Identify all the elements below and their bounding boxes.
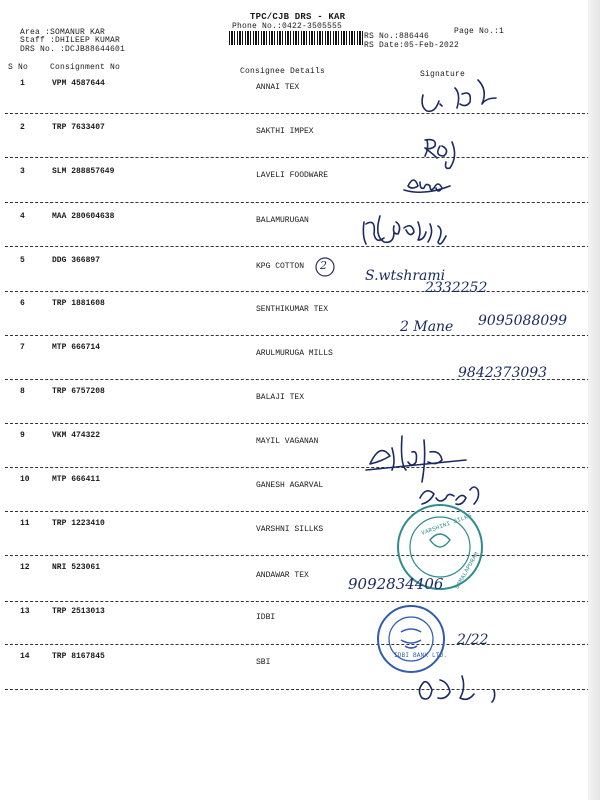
row-consignment: TRP 1881608 [52,299,105,308]
staff-label: Staff :DHILEEP KUMAR [20,36,121,45]
col-sno: S No [8,63,29,72]
row-consignee: IDBI [256,613,276,622]
row-consignee: MAYIL VAGANAN [256,437,319,446]
row-consignment: VPM 4587644 [52,79,105,88]
col-consignment: Consignment No [50,63,121,72]
row-6-handwritten-name: 2 Mane [400,319,454,335]
idbi-stamp-text: IDBI BANK LTD. [394,652,448,659]
row-consignment: TRP 1223410 [52,519,105,528]
area-label: Area :SOMANUR KAR [20,28,106,37]
signature-row-1 [422,80,496,111]
drs-number: DRS No. :DCJB88644601 [20,45,126,54]
row-consignment: MAA 280604638 [52,212,115,221]
row-sno: 10 [20,475,30,484]
row-sno: 5 [20,256,25,265]
row-sno: 9 [20,431,25,440]
row-consignment: DDG 366897 [52,256,101,265]
row-consignment: TRP 6757208 [52,387,105,396]
row-12-handwritten-number: 9092834406 [348,575,444,593]
page-number: Page No.:1 [454,27,505,36]
row-5-handwritten-name: S.wtshrami [365,268,446,284]
row-sno: 11 [20,519,30,528]
row-sno: 13 [20,607,30,616]
col-signature: Signature [420,70,466,79]
row-consignee: ANNAI TEX [256,83,300,92]
row-consignee: SENTHIKUMAR TEX [256,305,329,314]
row-sno: 7 [20,343,25,352]
row-consignee: ARULMURUGA MILLS [256,349,333,358]
row-consignment: TRP 8167845 [52,652,105,661]
row-sno: 3 [20,167,25,176]
col-consignee: Consignee Details [240,67,326,76]
row-6-handwritten-number: 9095088099 [478,313,568,329]
row-sno: 8 [20,387,25,396]
row-consignment: NRI 523061 [52,563,101,572]
signature-row-2 [425,140,455,169]
signature-row-10 [420,487,479,504]
scan-edge [588,0,600,800]
signature-row-3 [404,180,450,192]
row-consignee: LAVELI FOODWARE [256,171,329,180]
drs-title: TPC/CJB DRS - KAR [250,12,346,22]
row-consignment: MTP 666411 [52,475,101,484]
row-consignment: VKM 474322 [52,431,101,440]
row-sno: 1 [20,79,25,88]
idbi-bank-stamp [378,606,444,672]
rs-date: RS Date:05-Feb-2022 [364,41,460,50]
rs-number: RS No.:886446 [364,32,430,41]
row-sno: 6 [20,299,25,308]
row-consignee: GANESH AGARVAL [256,481,324,490]
row-consignment: TRP 2513013 [52,607,105,616]
varshini-stamp-place: SAMALAPURAM [453,550,481,591]
row-consignee: KPG COTTON [256,262,305,271]
row-sno: 4 [20,212,25,221]
row-consignee: ANDAWAR TEX [256,571,309,580]
row-13-handwritten-date: 2/22 [457,632,489,648]
signature-row-4 [363,216,446,244]
row-consignee: SBI [256,658,271,667]
row-5-handwritten-number: 2332252 [425,280,488,296]
row-consignment: SLM 288857649 [52,167,115,176]
signature-row-14 [419,676,494,702]
row-5-circled-number: 2 [320,259,327,272]
row-sno: 12 [20,563,30,572]
row-consignment: MTP 666714 [52,343,101,352]
row-7-handwritten-number: 9842373093 [458,365,548,381]
row-consignee: BALAMURUGAN [256,216,309,225]
phone-number: Phone No.:0422-3505555 [232,22,343,31]
row-consignment: TRP 7633407 [52,123,105,132]
row-sno: 2 [20,123,25,132]
varshini-stamp-text: VARSHINI SILKS [420,512,473,537]
row-consignee: VARSHNI SILLKS [256,525,324,534]
row-consignee: SAKTHI IMPEX [256,127,314,136]
signature-row-9 [366,436,466,482]
row-consignee: BALAJI TEX [256,393,305,402]
row-sno: 14 [20,652,30,661]
